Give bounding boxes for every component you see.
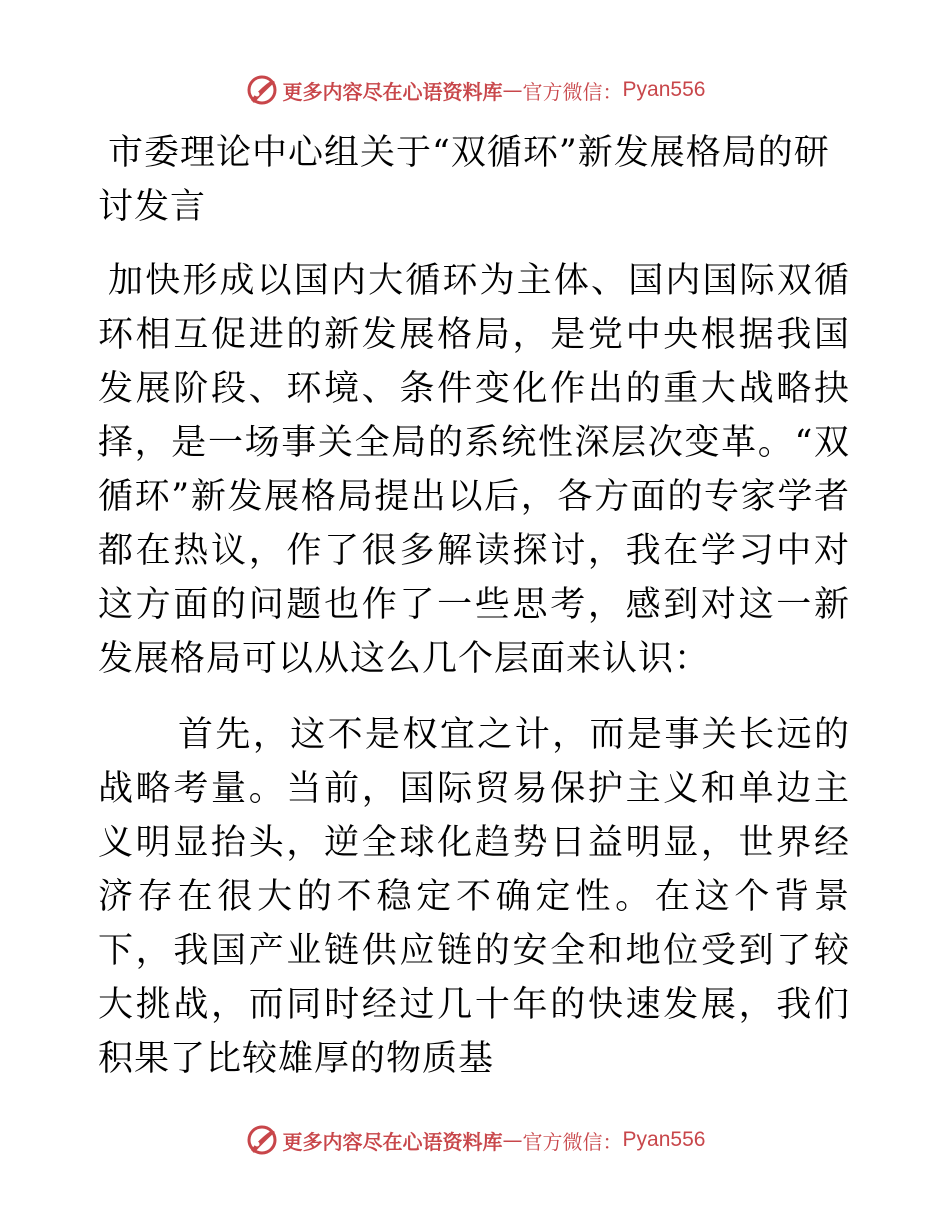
- banner-brand-text: 更多内容尽在心语资料库: [282, 1129, 503, 1154]
- banner-wechat-label: 官方微信：: [522, 1129, 623, 1154]
- header-watermark-banner: [0, 70, 950, 110]
- paragraph-first-point: 首先，这不是权宜之计，而是事关长远的战略考量。当前，国际贸易保护主义和单边主义明显抬头，逆全球化趋势日益明显，世界经济存在很大的不稳定不确定性。在这个背景下，我国产业链供应链的安全和地位受到了较大挑战，而同时经过几十年的快速发展，我们积果了比较雄厚的物质基: [98, 715, 850, 1079]
- brush-seal-icon: [245, 1123, 279, 1157]
- document-body: [98, 126, 850, 1086]
- banner-separator: —: [502, 1128, 523, 1152]
- banner-separator: —: [502, 78, 523, 102]
- footer-watermark-banner: [0, 1120, 950, 1160]
- banner-wechat-id: Pyan556: [622, 1128, 706, 1151]
- banner-wechat-label: 官方微信：: [522, 79, 623, 104]
- paragraph-intro: 加快形成以国内大循环为主体、国内国际双循环相互促进的新发展格局，是党中央根据我国发展阶段、环境、条件变化作出的重大战略抉择，是一场事关全局的系统性深层次变革。“双循环”新发展格局提出以后，各方面的专家学者都在热议，作了很多解读探讨，我在学习中对这方面的问题也作了一些思考，感到对这一新发展格局可以从这么几个层面来认识：: [98, 261, 850, 679]
- brush-seal-icon: [245, 73, 279, 107]
- banner-wechat-id: Pyan556: [622, 78, 706, 101]
- document-title: 市委理论中心组关于“双循环”新发展格局的研讨发言: [98, 133, 830, 227]
- banner-brand-text: 更多内容尽在心语资料库: [282, 79, 503, 104]
